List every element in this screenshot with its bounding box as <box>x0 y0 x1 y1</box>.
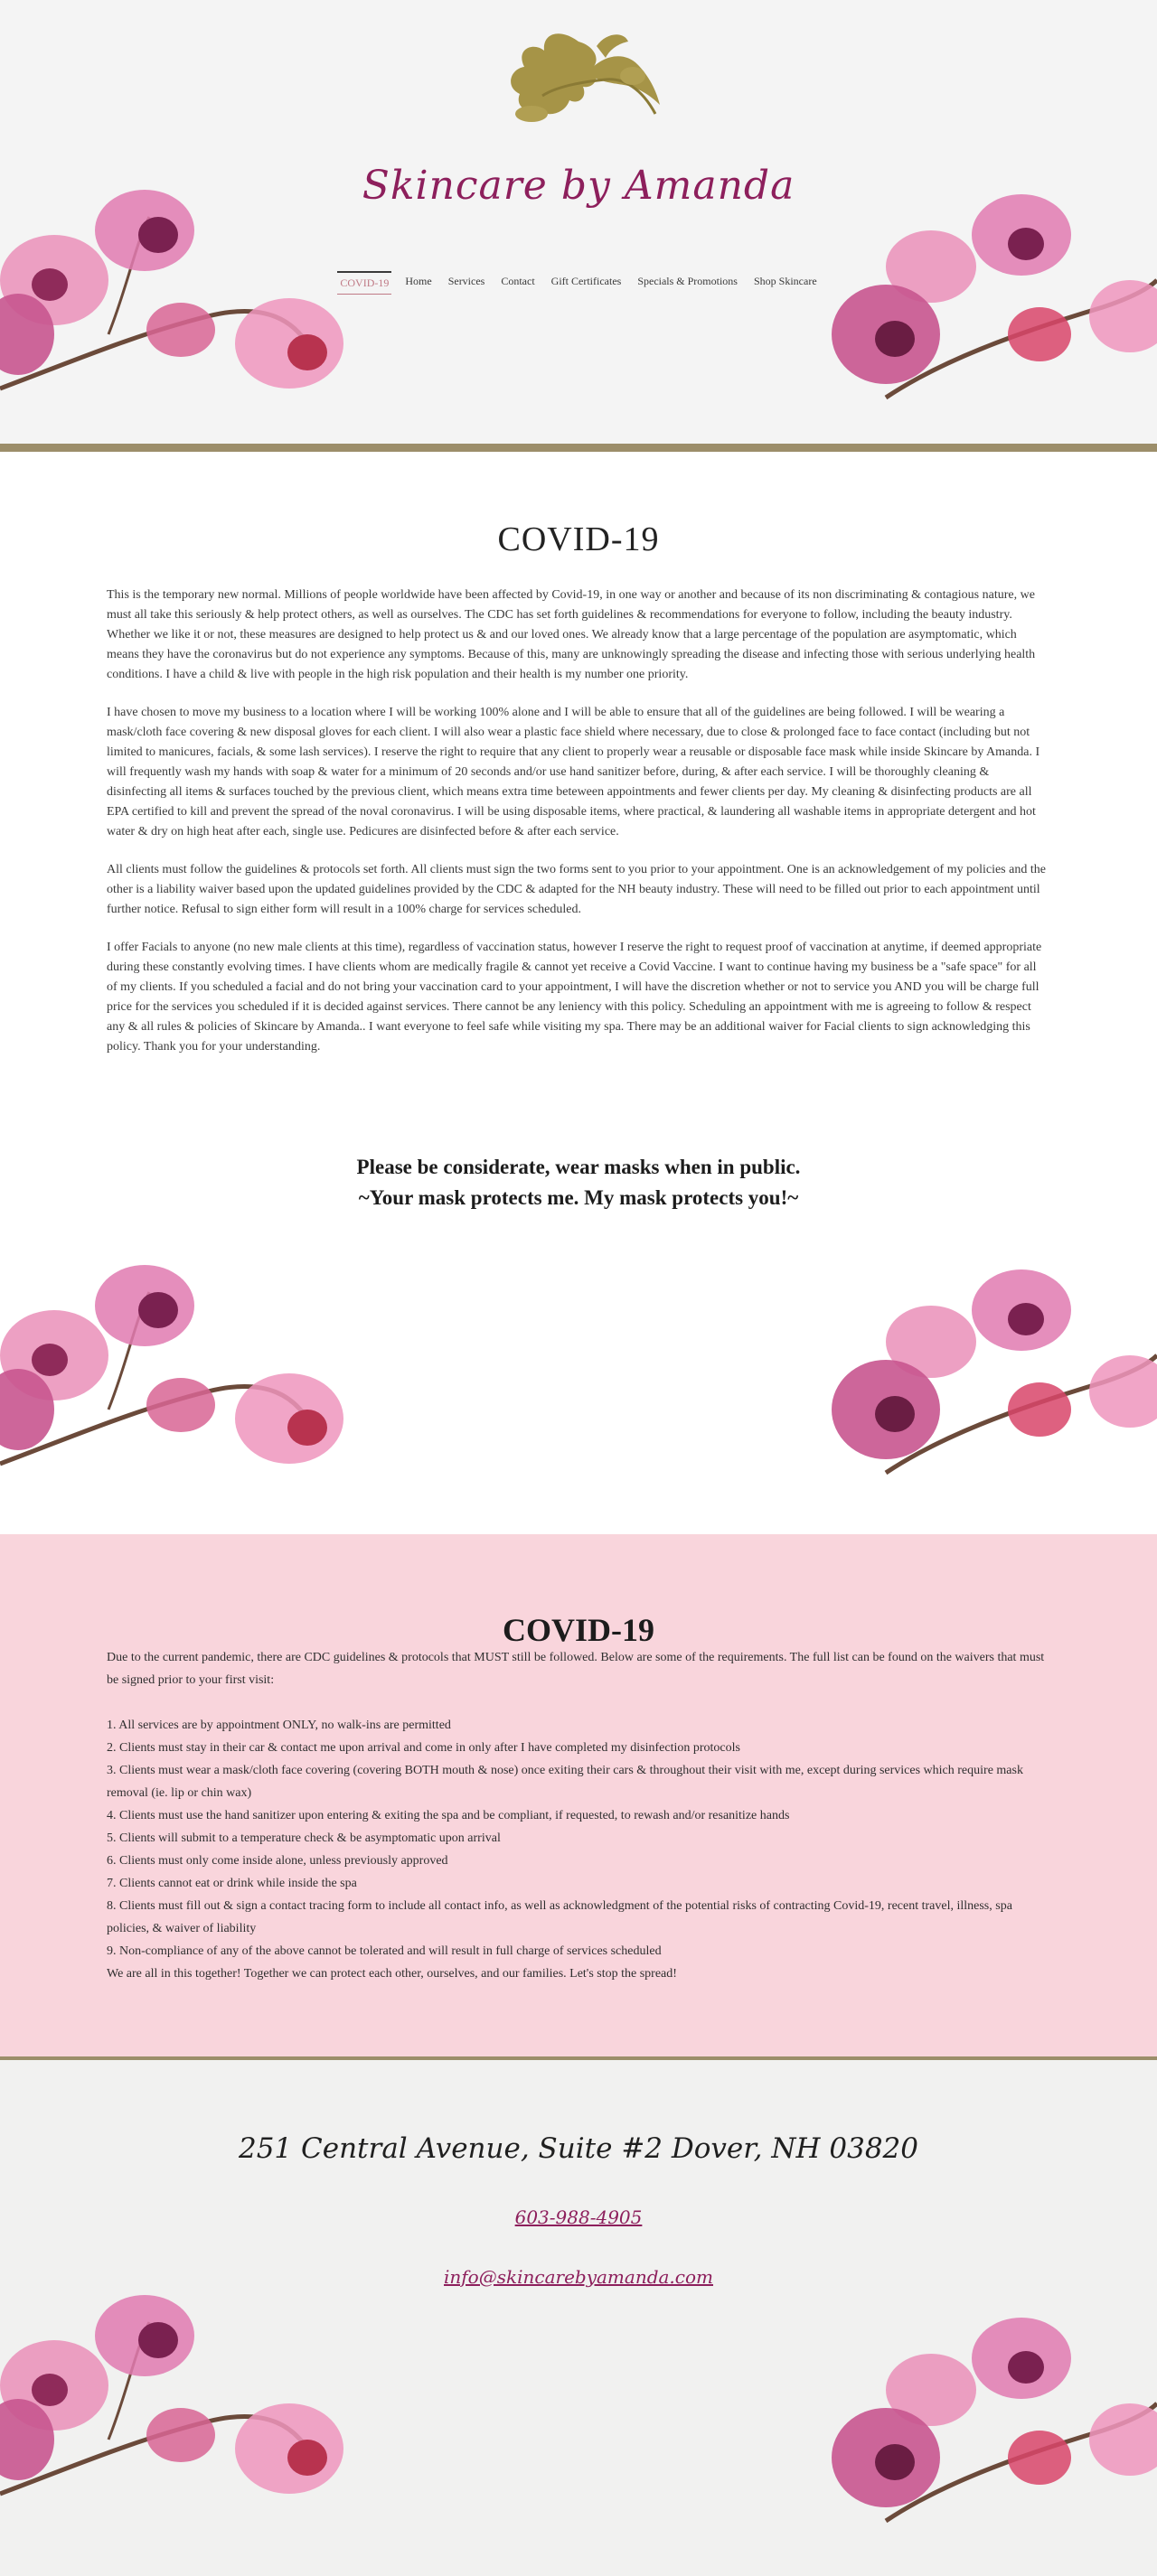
policy-paragraph: All clients must follow the guidelines & protocols set forth. All clients must sign the two forms sent to you prior to your appointment. One is an acknowledgement of my policies and the other is a liability waiver based upon the updated guidelines provided by the CDC & adapted for the NH beauty industry. These will need to be filled out prior to each appointment until further notice. Refusal to sign either form will result in a 100% charge for services scheduled. <box>107 863 1046 916</box>
list-item: 7. Clients cannot eat or drink while inside the spa <box>107 1877 357 1890</box>
list-item: 1. All services are by appointment ONLY, no walk-ins are permitted <box>107 1719 451 1732</box>
nav-item-contact[interactable]: Contact <box>501 275 535 287</box>
list-item: 8. Clients must fill out & sign a contact tracing form to include all contact info, as well as acknowledgment of the potential risks of contracting Covid-19, recent travel, illness, spa policies, & waiver of liability <box>107 1899 1012 1935</box>
requirements-heading: COVID-19 <box>503 1612 654 1648</box>
nav-item-gift-certificates[interactable]: Gift Certificates <box>550 275 622 287</box>
list-item: 5. Clients will submit to a temperature check & be asymptomatic upon arrival <box>107 1831 501 1845</box>
policy-paragraph: I offer Facials to anyone (no new male clients at this time), regardless of vaccination status, however I reserve the right to request proof of vaccination at anytime, if deemed appropriate during these constantly evolving times. I have clients whom are medically fragile & cannot yet receive a Covid Vaccine. I want to continue having my business be a "safe space" for all of my clients. If you scheduled a facial and do not bring your vaccination card to your appointment, I will have the discretion whether or not to service you AND you will be charge full price for the services you scheduled if it is decided against services. There cannot be any leniency with this policy. Scheduling an appointment with me is agreeing to follow & respect any & all rules & policies of Skincare by Amanda.. I want everyone to feel safe while visiting my spa. There may be an additional waiver for Facial clients to sign acknowledging this policy. Thank you for your understanding. <box>107 941 1042 1054</box>
requirements-list <box>107 1714 1047 1962</box>
requirements-intro: Due to the current pandemic, there are CDC guidelines & protocols that MUST still be followed. Below are some of the requirements. The full list can be found on the waivers that must be signed prior to your first visit: <box>107 1651 1045 1687</box>
covid-policy-text <box>107 585 1047 1075</box>
site-header <box>0 0 1157 452</box>
orchid-branch-right-icon <box>832 1256 1157 1491</box>
nav-item-home[interactable]: Home <box>405 275 432 287</box>
list-item: 2. Clients must stay in their car & contact me upon arrival and come in only after I have completed my disinfection protocols <box>107 1741 740 1755</box>
covid-requirements-section <box>0 1534 1157 2060</box>
site-footer <box>0 2060 1157 2576</box>
orchid-branch-right-icon <box>832 2304 1157 2539</box>
orchid-branch-left-icon <box>0 181 353 452</box>
nav-item-services[interactable]: Services <box>447 275 485 287</box>
mask-message <box>0 1152 1157 1213</box>
business-address: 251 Central Avenue, Suite #2 Dover, NH 03820 <box>238 2132 918 2165</box>
list-item: 9. Non-compliance of any of the above cannot be tolerated and will result in full charge of services scheduled <box>107 1944 662 1958</box>
list-item: 4. Clients must use the hand sanitizer upon entering & exiting the spa and be compliant, if requested, to rewash and/or resanitize hands <box>107 1809 790 1822</box>
nav-item-shop-skincare[interactable]: Shop Skincare <box>753 275 817 287</box>
nav-item-specials[interactable]: Specials & Promotions <box>637 275 738 287</box>
list-item: 3. Clients must wear a mask/cloth face covering (covering BOTH mouth & nose) once exiting their cars & throughout their visit with me, except during services which require mask removal (ie. lip or chin wax) <box>107 1764 1023 1800</box>
gold-leaves-logo-icon <box>488 23 669 141</box>
site-brand-title[interactable]: Skincare by Amanda <box>362 163 795 209</box>
orchid-branch-left-icon <box>0 1256 353 1527</box>
list-item: 6. Clients must only come inside alone, unless previously approved <box>107 1854 448 1868</box>
email-link[interactable]: info@skincarebyamanda.com <box>444 2266 713 2288</box>
mask-message-line-1: Please be considerate, wear masks when in public. <box>356 1156 801 1178</box>
covid-page-heading: COVID-19 <box>497 520 660 558</box>
mask-message-line-2: ~Your mask protects me. My mask protects you!~ <box>358 1186 799 1209</box>
orchid-branch-left-icon <box>0 2286 353 2557</box>
orchid-branch-right-icon <box>832 181 1157 416</box>
requirements-closing: We are all in this together! Together we can protect each other, ourselves, and our families. Let's stop the spread! <box>107 1967 677 1981</box>
policy-paragraph: I have chosen to move my business to a location where I will be working 100% alone and I will be able to ensure that all of the guidelines are being followed. I will be wearing a mask/cloth face covering & new disposal gloves for each client. I will also wear a plastic face shield where necessary, due to close & prolonged face to face contact (including but not limited to manicures, facials, & some lash services). I reserve the right to require that any client to properly wear a reusable or disposable face mask while inside Skincare by Amanda. I will frequently wash my hands with soap & water for a minimum of 20 seconds and/or use hand sanitizer before, during, & after each service. I will be thoroughly cleaning & disinfecting all items & surfaces touched by the previous client, which means extra time beteween appointments and fewer clients per day. My cleaning & disinfecting products are all EPA certified to kill and prevent the spread of the noval coronavirus. I will be using disposable items, where practical, & laundering all washable items in appropriate detergent and hot water & dry on high heat after each, single use. Pedicures are disinfected before & after each service. <box>107 706 1040 838</box>
policy-paragraph: This is the temporary new normal. Millions of people worldwide have been affected by Covid-19, in one way or another and because of its non discriminating & contagious nature, we must all take this seriously & help protect others, as well as ourselves. The CDC has set forth guidelines & recommendations for everyone to follow, including the beauty industry. Whether we like it or not, these measures are designed to help protect us & and our loved ones. We already know that a large percentage of the population are asymptomatic, which means they have the coronavirus but do not experience any symptoms. Because of this, many are unknowingly spreading the disease and infecting those with serious underlying health conditions. I have a child & live with people in the high risk population and their health is my number one priority. <box>107 588 1036 681</box>
requirements-body <box>107 1646 1047 1985</box>
phone-link[interactable]: 603-988-4905 <box>514 2206 643 2228</box>
nav-item-covid[interactable]: COVID-19 <box>337 271 391 295</box>
